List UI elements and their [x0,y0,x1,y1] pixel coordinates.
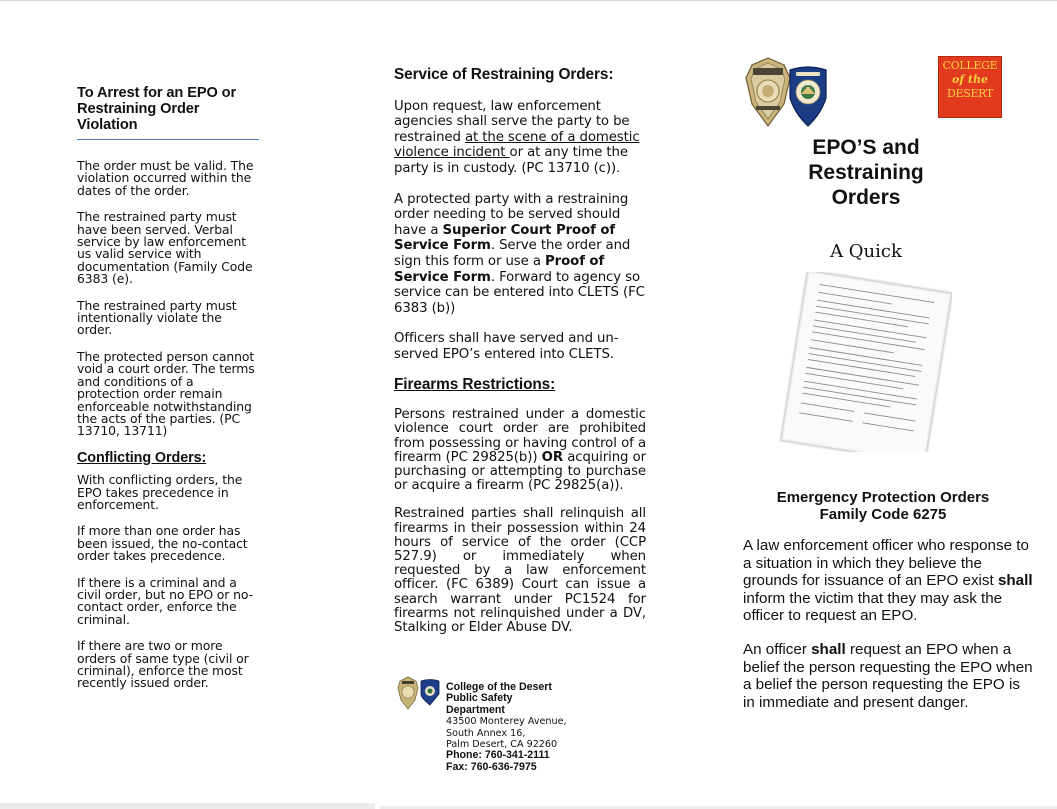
relinquish-paragraph: Restrained parties shall relinquish all firearms in their possession within 24 hours of service of the order (CCP 527.9) or immediately when requested by a law enforcement officer. (FC 6389) Court can issue a search warrant under PC1524 for firearms not relinquished under a DV, Stalking or Elder Abuse DV. [394,506,646,635]
phone-line: Phone: 760-341-2111 [446,749,550,762]
public-safety-patch-icon [787,64,829,128]
org-name-line2: Public Safety [446,692,513,705]
page-top-edge [0,0,1057,1]
epo-family-code-heading: Emergency Protection Orders Family Code 6275 [776,489,990,523]
heading-rule [77,139,259,140]
service-request-paragraph: Upon request, law enforcement agencies shall serve the party to be restrained at the scene of a domestic violence incident or at any time the party is in custody. (PC 13710 (c)). [394,98,640,176]
domestic-violence-scene-text: at the scene of a domestic violence incident [394,129,640,161]
conflict-no-contact-paragraph: If more than one order has been issued, the no-contact order takes precedence. [77,523,248,564]
org-name-line3: Department [446,703,505,716]
service-heading: Service of Restraining Orders: [394,66,614,83]
superior-court-proof-text: Superior Court Proof of Service Form [394,222,616,254]
quick-subtitle: A Quick [830,241,902,262]
address-line3: Palm Desert, CA 92260 [446,739,558,751]
address-line2: South Annex 16, [446,727,526,739]
address-line1: 43500 Monterey Avenue, [446,716,567,728]
proof-of-service-paragraph: A protected party with a restraining order needing to be served should have a Superior Court Proof of Service Form. Serve the order and sign this form or use a Proof of Service Form. Forward to agency so service can be entered into CLETS (FC 6383 (b)) [394,191,645,316]
conflict-epo-paragraph: With conflicting orders, the EPO takes precedence in enforcement. [77,472,243,512]
application-form-image [772,272,952,452]
intentional-paragraph: The restrained party must intentionally violate the order. [77,297,237,338]
fax-line: Fax: 760-636-7975 [446,760,537,773]
brochure-title: EPO’S and Restraining Orders [808,136,924,209]
page-bottom-edge [0,803,375,809]
department-contact-block [446,682,596,773]
footer-public-safety-patch-icon [419,678,441,706]
officer-badge-icon [744,56,792,128]
column-arrest [77,85,259,133]
officer-request-paragraph: An officer shall request an EPO when a belief the person requesting the EPO when a belief the person requesting the EPO is in immediate and present danger. [743,640,1033,711]
org-name-line1: College of the Desert [446,681,552,693]
college-of-the-desert-logo: COLLEGE of the DESERT [938,56,1002,118]
conflict-criminal-paragraph: If there is a criminal and a civil order, but no EPO or no-contact order, enforce the criminal. [77,574,253,627]
served-paragraph: The restrained party must have been served. Verbal service by law enforcement us valid service with documentation (Family Code 6383 (e). [77,209,253,287]
firearms-heading: Firearms Restrictions: [394,375,556,393]
conflicting-orders-heading: Conflicting Orders: [77,449,207,466]
firearms-prohibited-paragraph: Persons restrained under a domestic violence court order are prohibited from possessing or having control of a firearm (PC 29825(b)) OR acquiring or purchasing or attempting to purchase or acquire a firearm (PC 29825(a)). [394,407,646,494]
clets-paragraph: Officers shall have served and un-served EPO’s entered into CLETS. [394,331,619,362]
epo-body [743,537,1033,711]
valid-order-paragraph: The order must be valid. The violation occurred within the dates of the order. [77,158,254,198]
column-service [394,67,646,635]
footer-officer-badge-icon [397,676,419,710]
arrest-heading: To Arrest for an EPO or Restraining Order Violation [77,85,237,133]
protected-person-paragraph: The protected person cannot void a court order. The terms and conditions of a protection order remain enforceable notwithstanding the acts of the parties. (PC 13710, 13711) [77,348,255,439]
conflict-same-type-paragraph: If there are two or more orders of same type (civil or criminal), enforce the most recently issued order. [77,638,249,691]
arrest-paragraphs [77,160,259,690]
officer-inform-paragraph: A law enforcement officer who response to a situation in which they believe the grounds for issuance of an EPO exist shall inform the victim that they may ask the officer to request an EPO. [743,537,1033,625]
proof-of-service-text: Proof of Service Form [394,253,605,285]
